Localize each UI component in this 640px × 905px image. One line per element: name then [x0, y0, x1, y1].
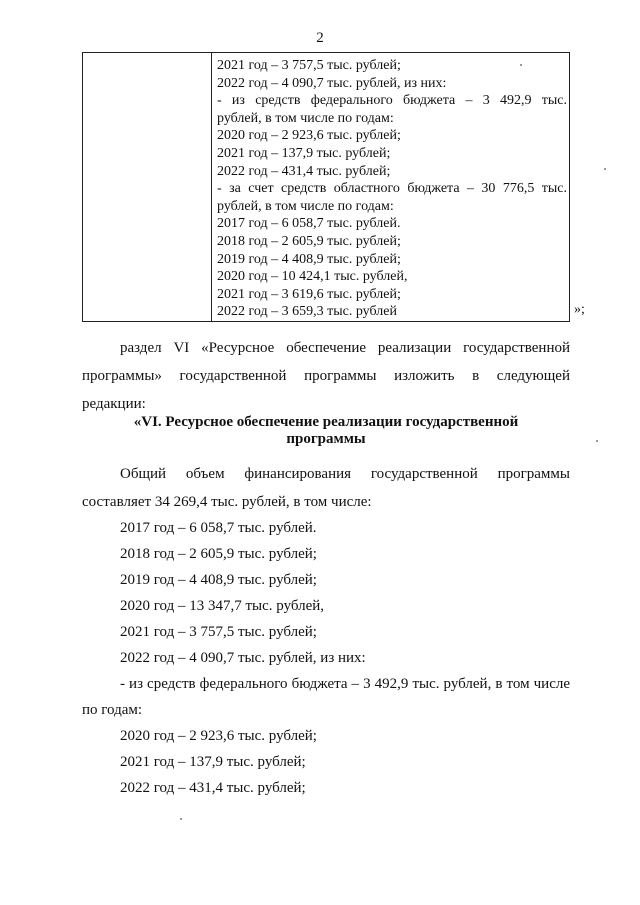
table-line: 2020 год – 10 424,1 тыс. рублей, — [217, 269, 408, 285]
scan-speck — [520, 64, 522, 66]
paragraph-line: Общий объем финансирования государственной программы — [120, 466, 570, 482]
scan-speck — [596, 440, 598, 442]
federal-year-line: 2021 год – 137,9 тыс. рублей; — [120, 754, 306, 770]
table-line: 2021 год – 3 619,6 тыс. рублей; — [217, 286, 401, 302]
table-cell-funding — [217, 57, 567, 321]
table-line: 2021 год – 3 757,5 тыс. рублей; — [217, 58, 401, 73]
scan-speck — [180, 818, 182, 820]
table-line: 2020 год – 2 923,6 тыс. рублей; — [217, 128, 401, 144]
section-heading-line: программы — [286, 431, 366, 447]
federal-year-line: 2022 год – 431,4 тыс. рублей; — [120, 780, 306, 796]
federal-year-line: 2020 год – 2 923,6 тыс. рублей; — [120, 728, 317, 744]
closing-quote: »; — [574, 302, 585, 317]
year-line: 2022 год – 4 090,7 тыс. рублей, из них: — [120, 650, 366, 666]
continuation-table — [82, 52, 570, 322]
table-line: 2022 год – 3 659,3 тыс. рублей — [217, 304, 397, 320]
table-column-divider — [211, 53, 212, 321]
scan-speck — [604, 168, 606, 170]
table-line: 2022 год – 431,4 тыс. рублей; — [217, 163, 391, 179]
intro-line: раздел VI «Ресурсное обеспечение реализации государственной — [120, 340, 570, 356]
year-line: 2020 год – 13 347,7 тыс. рублей, — [120, 598, 325, 614]
intro-line: редакции: — [82, 396, 146, 412]
table-line: 2019 год – 4 408,9 тыс. рублей; — [217, 251, 401, 267]
federal-line: - из средств федерального бюджета – 3 492,9 тыс. рублей, в том числе — [120, 676, 570, 692]
section-heading — [82, 414, 570, 448]
table-line: 2021 год – 137,9 тыс. рублей; — [217, 145, 391, 161]
paragraph-line: составляет 34 269,4 тыс. рублей, в том числе: — [82, 494, 372, 510]
table-line: - за счет средств областного бюджета – 30 776,5 тыс. — [217, 181, 567, 197]
year-line: 2018 год – 2 605,9 тыс. рублей; — [120, 546, 317, 562]
section-heading-line: «VI. Ресурсное обеспечение реализации государственной — [133, 414, 519, 430]
page-number: 2 — [316, 30, 324, 46]
table-line: 2017 год – 6 058,7 тыс. рублей. — [217, 216, 401, 232]
table-line: - из средств федерального бюджета – 3 492,9 тыс. — [217, 93, 567, 109]
table-line: рублей, в том числе по годам: — [217, 110, 394, 126]
federal-line: по годам: — [82, 702, 143, 718]
intro-line: программы» государственной программы изложить в следующей — [82, 368, 570, 384]
table-line: рублей, в том числе по годам: — [217, 198, 394, 214]
year-line: 2019 год – 4 408,9 тыс. рублей; — [120, 572, 317, 588]
year-line: 2017 год – 6 058,7 тыс. рублей. — [120, 520, 317, 536]
year-line: 2021 год – 3 757,5 тыс. рублей; — [120, 624, 317, 640]
table-line: 2018 год – 2 605,9 тыс. рублей; — [217, 233, 401, 249]
table-line: 2022 год – 4 090,7 тыс. рублей, из них: — [217, 75, 447, 91]
